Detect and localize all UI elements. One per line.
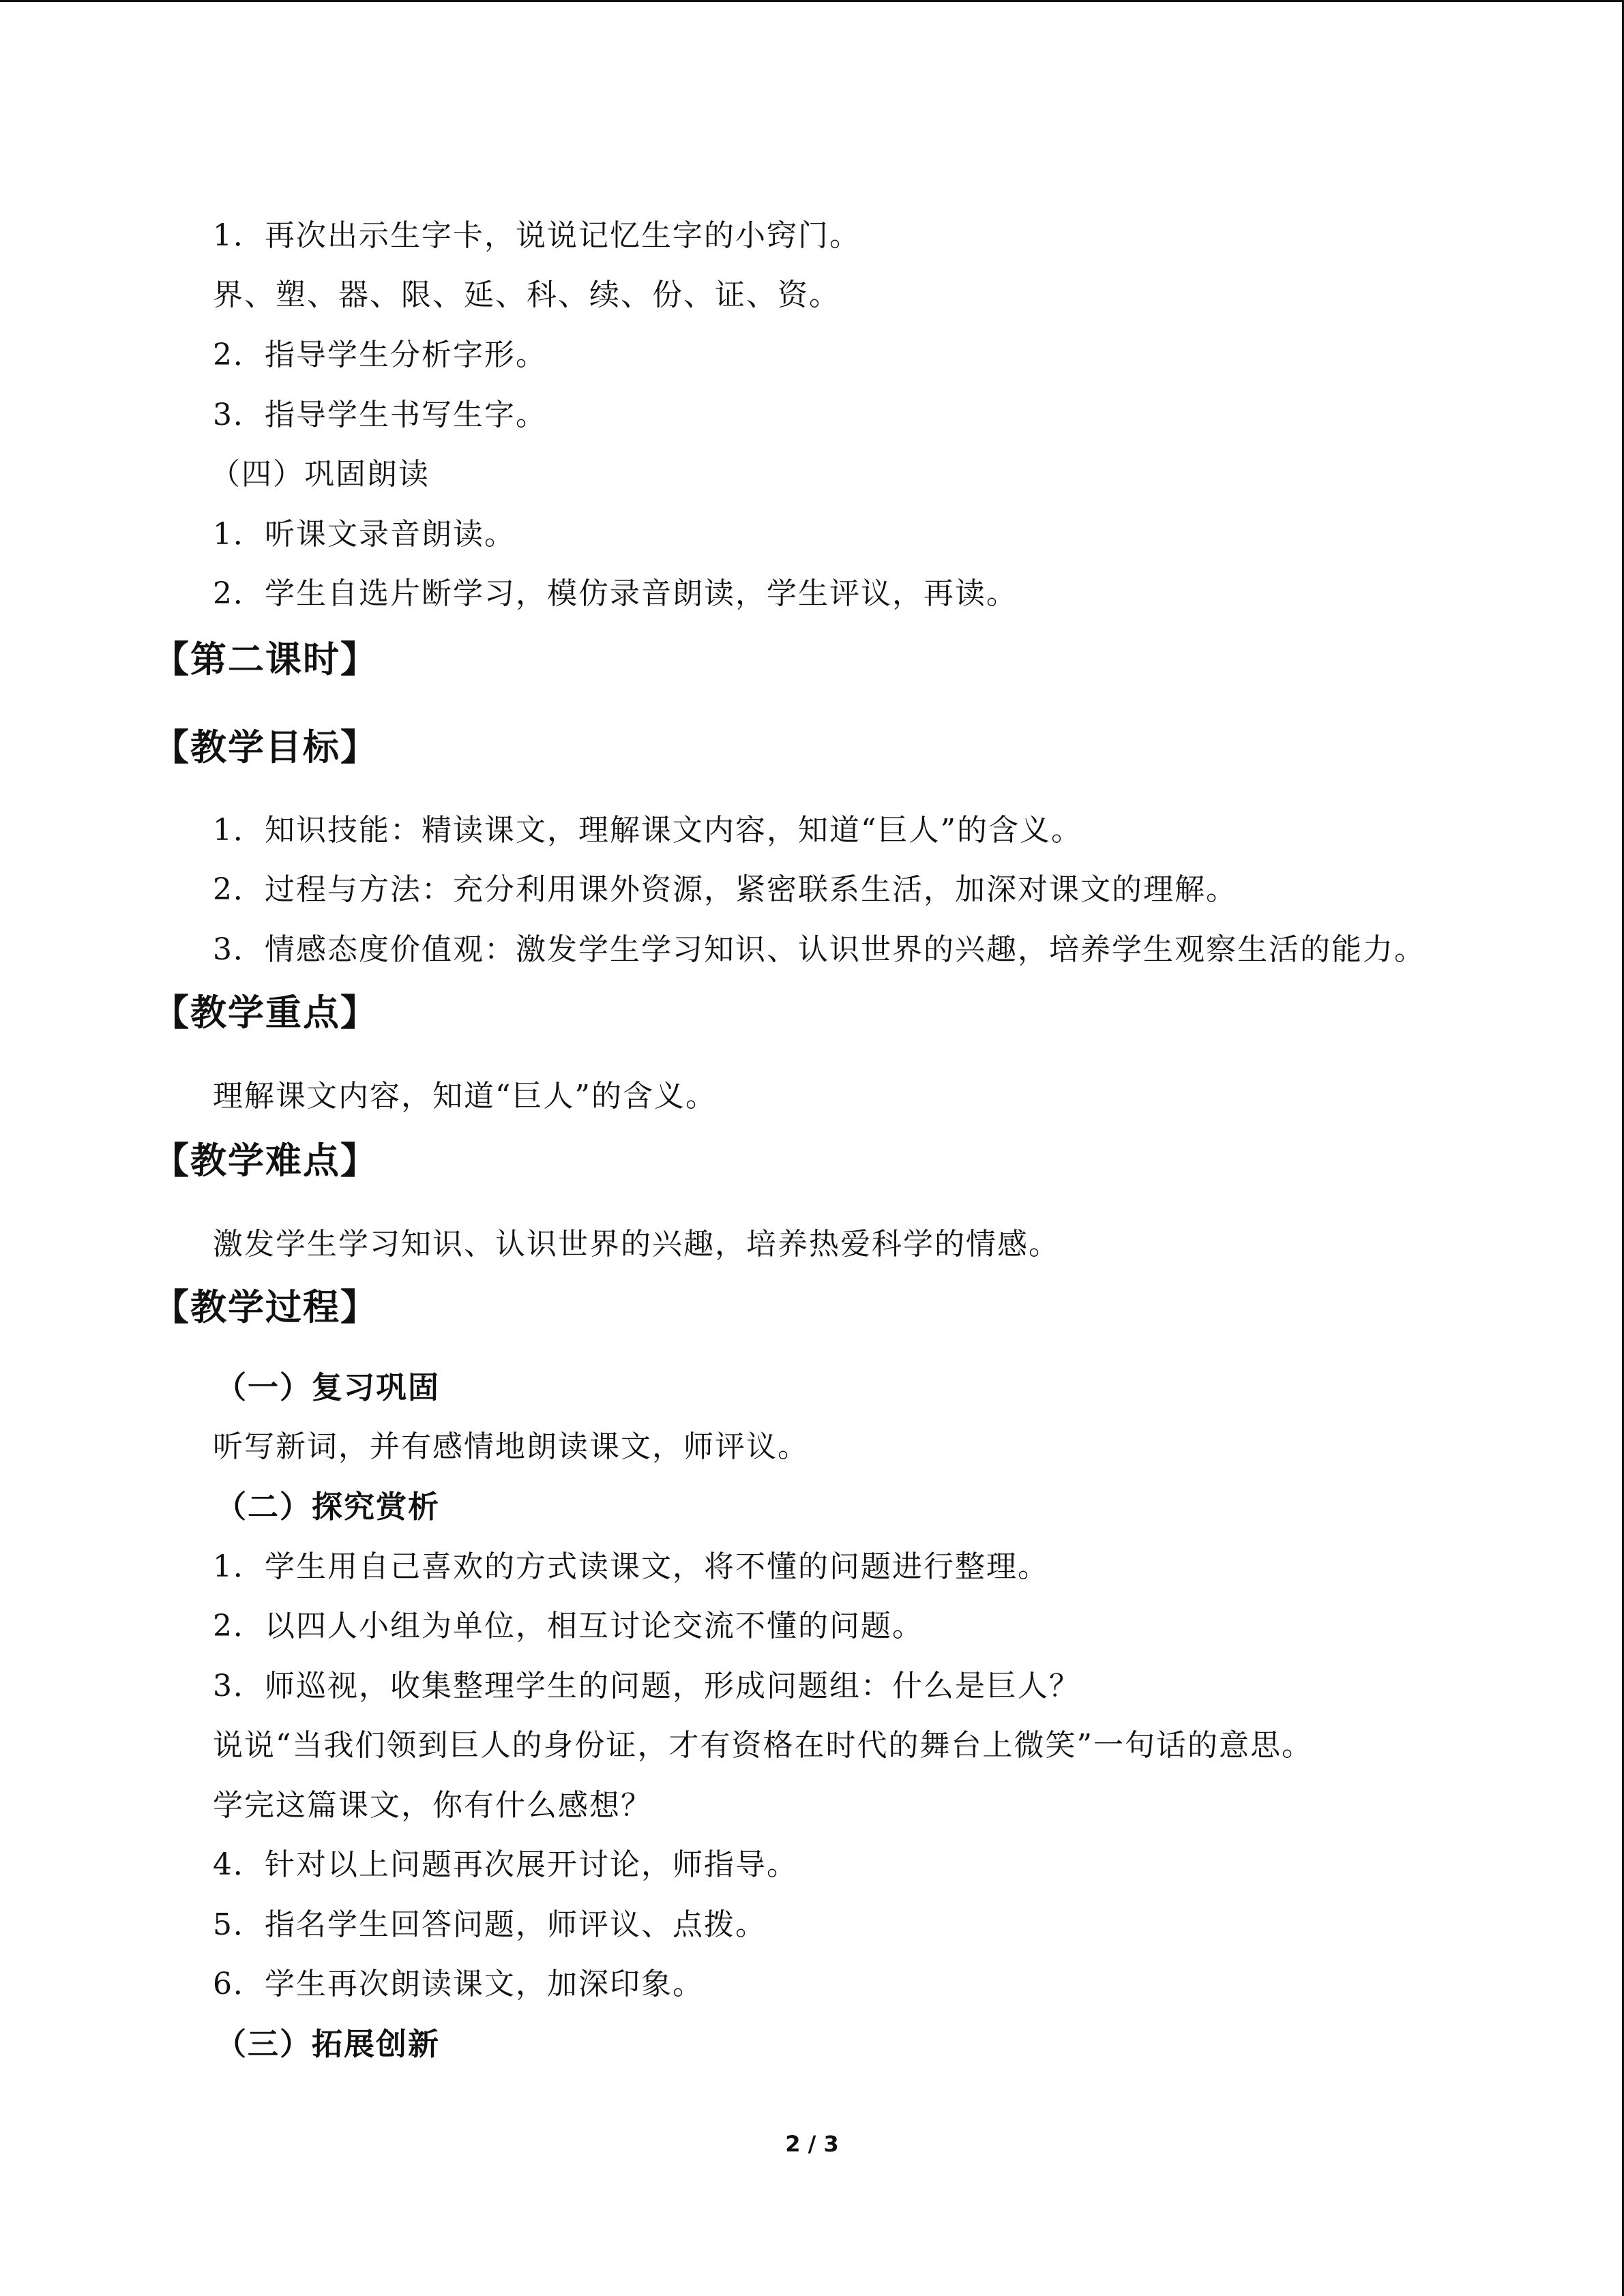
section-heading-goals: 【教学目标】 bbox=[153, 726, 378, 769]
section-heading-process: 【教学过程】 bbox=[153, 1286, 378, 1328]
list-item: 4．针对以上问题再次展开讨论，师指导。 bbox=[213, 1847, 798, 1882]
goal-item: 2．过程与方法：充分利用课外资源，紧密联系生活，加深对课文的理解。 bbox=[213, 872, 1237, 907]
section-heading-difficult: 【教学难点】 bbox=[153, 1139, 378, 1182]
list-item: 2．以四人小组为单位，相互讨论交流不懂的问题。 bbox=[213, 1609, 924, 1643]
section-heading-key: 【教学重点】 bbox=[153, 992, 378, 1034]
list-item: 学完这篇课文，你有什么感想？ bbox=[213, 1788, 652, 1823]
goal-item: 1．知识技能：精读课文，理解课文内容，知道“巨人”的含义。 bbox=[213, 813, 1082, 848]
difficult-point-text: 激发学生学习知识、认识世界的兴趣，培养热爱科学的情感。 bbox=[213, 1227, 1060, 1262]
text-line: 2．指导学生分析字形。 bbox=[213, 338, 547, 372]
goal-item: 3．情感态度价值观：激发学生学习知识、认识世界的兴趣，培养学生观察生活的能力。 bbox=[213, 932, 1426, 967]
list-item: 3．师巡视，收集整理学生的问题，形成问题组：什么是巨人？ bbox=[213, 1669, 1080, 1703]
page-number: 2 / 3 bbox=[785, 2131, 839, 2157]
text-line: 2．学生自选片断学习，模仿录音朗读，学生评议，再读。 bbox=[213, 576, 1018, 611]
subsection-title: （四）巩固朗读 bbox=[210, 457, 430, 492]
key-point-text: 理解课文内容，知道“巨人”的含义。 bbox=[213, 1079, 717, 1114]
text-line: 1．再次出示生字卡，说说记忆生字的小窍门。 bbox=[213, 218, 861, 253]
subsection-title: （二）探究赏析 bbox=[216, 1489, 441, 1525]
list-item: 5．指名学生回答问题，师评议、点拨。 bbox=[213, 1907, 767, 1942]
text-line: 1．听课文录音朗读。 bbox=[213, 517, 516, 552]
page-border-top bbox=[0, 0, 1624, 2]
text-line: 3．指导学生书写生字。 bbox=[213, 398, 547, 432]
text-line: 听写新词，并有感情地朗读课文，师评议。 bbox=[213, 1429, 809, 1464]
list-item: 说说“当我们领到巨人的身份证，才有资格在时代的舞台上微笑”一句话的意思。 bbox=[213, 1728, 1313, 1763]
list-item: 6．学生再次朗读课文，加深印象。 bbox=[213, 1967, 704, 2001]
subsection-title: （三）拓展创新 bbox=[216, 2026, 441, 2062]
section-heading-lesson2: 【第二课时】 bbox=[153, 638, 378, 681]
text-line: 界、塑、器、限、延、科、续、份、证、资。 bbox=[213, 278, 840, 312]
subsection-title: （一）复习巩固 bbox=[216, 1369, 441, 1405]
list-item: 1．学生用自己喜欢的方式读课文，将不懂的问题进行整理。 bbox=[213, 1549, 1049, 1584]
